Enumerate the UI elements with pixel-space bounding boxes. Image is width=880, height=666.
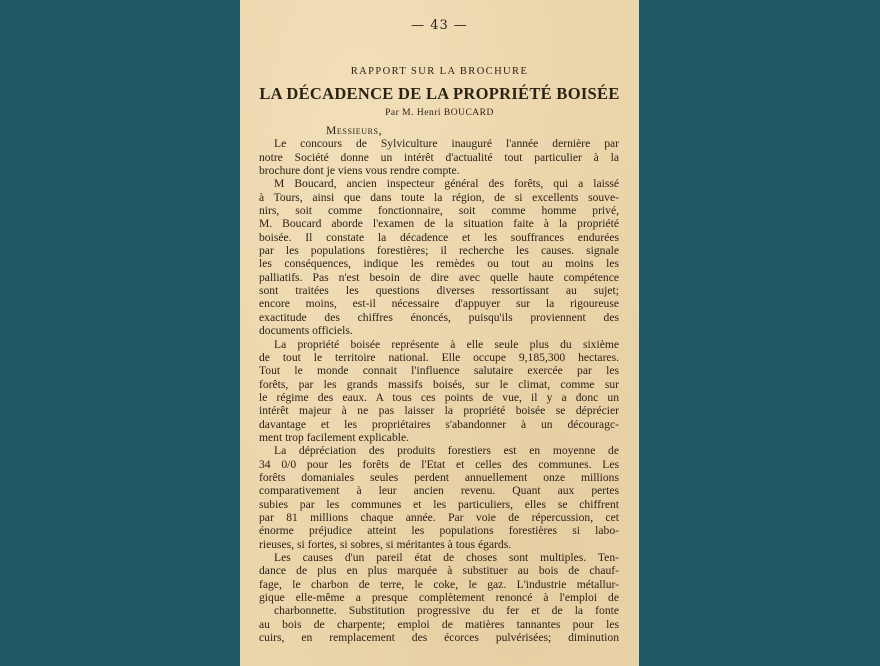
report-kicker: RAPPORT SUR LA BROCHURE xyxy=(350,66,529,77)
text-line: à Tours, ainsi que dans toute la région, de si excellents souve- xyxy=(259,190,619,204)
text-line: par 81 millions chaque année. Par voie de répercussion, cet xyxy=(259,510,619,524)
text-line: cuirs, en remplacement des écorces pulvérisées; diminution xyxy=(259,631,619,645)
text-line: nirs, soit comme fonctionnaire, soit comme homme privé, xyxy=(259,204,619,218)
text-line: intérêt majeur à ne pas laisser la propriété boisée se déprécier xyxy=(259,404,619,418)
text-line: 34 0/0 pour les forêts de l'Etat et celles des communes. Les xyxy=(259,457,619,471)
text-line: au bois de charpente; emploi de matières tannantes pour les xyxy=(259,617,619,631)
text-line: Les causes d'un pareil état de choses sont multiples. Ten- xyxy=(274,551,619,564)
text-line: subies par les communes et les particuliers, elles se chiffrent xyxy=(259,497,619,511)
text-line: encore moins, est-il nécessaire d'appuyer sur la rigoureuse xyxy=(259,297,619,311)
text-line: ment trop facilement explicable. xyxy=(259,430,410,444)
text-line: La dépréciation des produits forestiers est en moyenne de xyxy=(274,444,619,458)
text-line: forêts, par les grands massifs boisés, sur le climat, comme sur xyxy=(259,377,619,391)
text-line: forêts domaniales seules perdent annuellement onze millions xyxy=(259,470,619,484)
text-line: fage, le charbon de terre, le coke, le gaz. L'industrie métallur- xyxy=(259,577,619,591)
page-number: — 43 — xyxy=(411,18,468,33)
text-line: le régime des eaux. A tous ces points de vue, il y a donc un xyxy=(259,390,619,404)
text-line: charbonnette. Substitution progressive du fer et de la fonte xyxy=(274,604,619,618)
text-lines xyxy=(259,137,619,644)
body-text xyxy=(259,124,619,644)
text-line: énorme préjudice atteint les populations forestières si labo- xyxy=(259,524,619,538)
text-line: dance de plus en plus marquée à substituer au bois de chauf- xyxy=(259,564,619,578)
salutation: Messieurs, xyxy=(326,124,383,137)
text-line: davantage et les propriétaires s'abandonner à un découragc- xyxy=(259,417,619,431)
text-line: les conséquences, indique les remèdes ou tout au moins les xyxy=(259,257,619,271)
text-line: par les populations forestières; il recherche les causes. signale xyxy=(259,244,619,258)
text-line: comparativement à leur ancien revenu. Quant aux pertes xyxy=(259,484,619,498)
text-line: gique elle-même a presque complètement renoncé à l'emploi de xyxy=(259,591,619,605)
text-line: boisée. Il constate la décadence et les souffrances endurées xyxy=(259,230,619,244)
text-line: rieuses, si fortes, si sobres, si méritantes à tous égards. xyxy=(259,537,512,551)
document-title: LA DÉCADENCE DE LA PROPRIÉTÉ BOISÉE xyxy=(259,84,620,103)
text-line: documents officiels. xyxy=(259,324,353,338)
text-line: Tout le monde connait l'influence salutaire exercée par les xyxy=(259,364,619,378)
text-line: exactitude des chiffres énoncés, puisqu'ils proviennent des xyxy=(259,310,619,324)
text-line: Le concours de Sylviculture inauguré l'année dernière par xyxy=(274,137,619,151)
text-line: de tout le territoire national. Elle occupe 9,185,300 hectares. xyxy=(259,350,619,364)
text-line: notre Société donne un intérêt d'actualité tout particulier à la xyxy=(259,150,619,164)
text-line: La propriété boisée représente à elle seule plus du sixième xyxy=(274,337,619,351)
text-line: M. Boucard aborde l'examen de la situation faite à la propriété xyxy=(259,217,619,231)
text-line: sont traitées les questions diverses ressortissant au sujet; xyxy=(259,284,619,298)
text-line: M Boucard, ancien inspecteur général des forêts, qui a laissé xyxy=(274,177,619,191)
document-page xyxy=(240,0,639,666)
text-line: brochure dont je viens vous rendre compte. xyxy=(259,164,460,178)
text-line: palliatifs. Pas n'est besoin de dire avec quelle haute compétence xyxy=(259,270,619,284)
byline: Par M. Henri BOUCARD xyxy=(385,108,494,118)
